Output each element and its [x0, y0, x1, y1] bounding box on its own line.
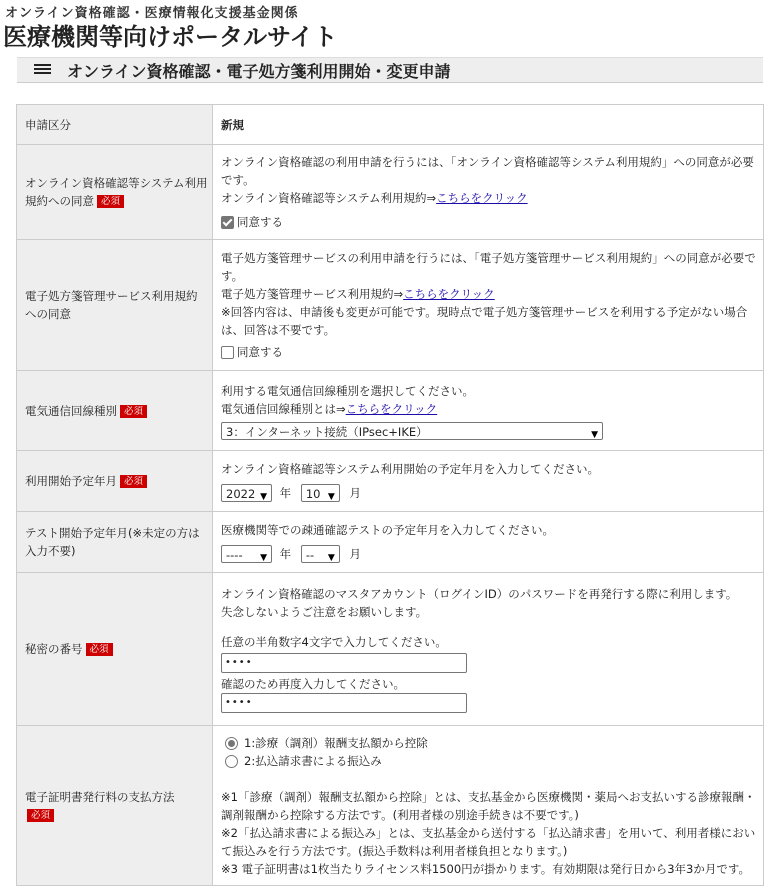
ep-terms-description: 電子処方箋管理サービスの利用申請を行うには、「電子処方箋管理サービス利用規約」への同意が必要です。 [221, 251, 756, 283]
line-type-select[interactable] [221, 422, 603, 440]
label-secret-number [17, 573, 213, 726]
start-month-value: 10 [305, 487, 321, 502]
payment-option-1-label[interactable]: 1:診療（調剤）報酬支払額から控除 [244, 736, 428, 750]
year-unit: 年 [279, 485, 292, 500]
start-year-value: 2022 [226, 487, 256, 502]
label-test-date [17, 512, 213, 573]
oqs-agree-label[interactable]: 同意する [237, 215, 283, 229]
required-badge: 必須 [120, 405, 147, 418]
start-date-inputs [221, 484, 757, 503]
portal-title: 医療機関等向けポータルサイト [3, 23, 338, 51]
value-cell [213, 240, 764, 371]
application-form [16, 104, 764, 886]
row-secret-number [17, 573, 764, 726]
label-text: 電気通信回線種別 [25, 403, 117, 418]
chevron-down-icon: ▼ [260, 553, 267, 564]
chevron-down-icon: ▼ [591, 429, 598, 440]
chevron-down-icon: ▼ [260, 492, 267, 503]
page-title: オンライン資格確認・電子処方箋利用開始・変更申請 [67, 62, 451, 81]
test-year-select[interactable] [221, 545, 272, 563]
label-text: 利用開始予定年月 [25, 474, 117, 488]
test-date-description: 医療機関等での疎通確認テストの予定年月を入力してください。 [221, 522, 555, 537]
org-name: オンライン資格確認・医療情報化支援基金関係 [5, 6, 299, 21]
payment-option-2-label[interactable]: 2:払込請求書による振込み [244, 754, 382, 768]
value-cell [213, 105, 764, 145]
oqs-terms-description: オンライン資格確認の利用申請を行うには、「オンライン資格確認等システム利用規約」への同意が必要です。 [221, 155, 754, 187]
payment-note-2: ※2「払込請求書による振込み」とは、支払基金から送付する「払込請求書」を用いて、利用者様において振込みを行う方法です。(振込手数料は利用者様負担となります。) [221, 826, 756, 858]
line-type-link-line [221, 400, 757, 418]
label-text: 電子証明書発行料の支払方法 [25, 789, 175, 804]
start-month-select[interactable] [301, 484, 340, 502]
row-oqs-terms [17, 145, 764, 240]
payment-option-2-radio[interactable] [225, 755, 238, 768]
label-text: 電子処方箋管理サービス利用規約への同意 [25, 289, 198, 321]
value-cell [213, 512, 764, 573]
required-badge: 必須 [27, 809, 54, 822]
oqs-terms-link-line [221, 189, 757, 207]
value-cell [213, 451, 764, 512]
value-cell [213, 371, 764, 451]
chevron-down-icon: ▼ [327, 492, 335, 503]
start-date-description: オンライン資格確認等システム利用開始の予定年月を入力してください。 [221, 461, 600, 476]
label-text: 申請区分 [25, 117, 71, 132]
payment-option-1-radio[interactable] [225, 737, 238, 750]
secret-description: オンライン資格確認のマスタアカウント（ログインID）のパスワードを再発行する際に利用します。 [221, 587, 738, 601]
label-payment-method [17, 726, 213, 886]
row-ep-terms [17, 240, 764, 371]
link-prefix: オンライン資格確認等システム利用規約⇒ [221, 191, 437, 205]
ep-agree-label[interactable]: 同意する [237, 345, 283, 359]
label-ep-terms [17, 240, 213, 371]
row-test-date [17, 512, 764, 573]
ep-agree-checkbox[interactable] [221, 346, 234, 359]
chevron-down-icon: ▼ [327, 553, 335, 564]
row-start-date [17, 451, 764, 512]
payment-note-1: ※1「診療（調剤）報酬支払額から控除」とは、支払基金から医療機関・薬局へお支払いする診療報酬・調剤報酬から控除する方法です。(利用者様の別途手続きは不要です。) [221, 790, 756, 822]
oqs-agree[interactable] [221, 213, 757, 231]
ep-terms-link[interactable]: こちらをクリック [403, 287, 495, 301]
label-text: オンライン資格確認等システム利用規約への同意 [25, 176, 208, 208]
month-unit: 月 [349, 546, 361, 561]
ep-terms-note: ※回答内容は、申請後も変更が可能です。現時点で電子処方箋管理サービスを利用する予定がない場合は、回答は不要です。 [221, 305, 748, 337]
line-type-link[interactable]: こちらをクリック [345, 401, 438, 416]
secret-instruction: 任意の半角数字4文字で入力してください。 [221, 635, 447, 649]
row-application-type [17, 105, 764, 145]
label-oqs-terms [17, 145, 213, 240]
row-payment-method [17, 726, 764, 886]
line-type-selected: 3：インターネット接続（IPsec+IKE） [226, 424, 428, 439]
link-prefix: 電気通信回線種別とは⇒ [221, 401, 346, 416]
value-cell [213, 145, 764, 240]
value-cell [213, 726, 764, 886]
required-badge: 必須 [86, 643, 113, 656]
link-prefix: 電子処方箋管理サービス利用規約⇒ [221, 287, 404, 301]
test-date-inputs [221, 545, 757, 564]
label-text: テスト開始予定年月(※未定の方は入力不要) [25, 526, 200, 558]
label-start-date [17, 451, 213, 512]
secret-confirm-input[interactable]: •••• [221, 693, 467, 713]
oqs-terms-link[interactable]: こちらをクリック [436, 191, 528, 205]
ep-terms-link-line [221, 285, 757, 303]
required-badge: 必須 [120, 475, 147, 488]
oqs-agree-checkbox[interactable] [221, 216, 234, 229]
secret-confirm-label: 確認のため再度入力してください。 [221, 677, 405, 691]
payment-note-3: ※3 電子証明書は1枚当たりライセンス料1500円が掛かります。有効期限は発行日から3年3か月です。 [221, 862, 750, 876]
application-type-value: 新規 [221, 117, 244, 132]
label-line-type [17, 371, 213, 451]
secret-input[interactable]: •••• [221, 653, 467, 673]
label-application-type [17, 105, 213, 145]
value-cell [213, 573, 764, 726]
row-line-type [17, 371, 764, 451]
label-text: 秘密の番号 [25, 642, 83, 656]
year-unit: 年 [279, 546, 292, 561]
test-month-value: -- [305, 548, 315, 563]
test-year-value: ---- [226, 548, 243, 563]
start-year-select[interactable] [221, 484, 272, 502]
line-type-description: 利用する電気通信回線種別を選択してください。 [221, 383, 474, 398]
payment-option-2[interactable] [221, 752, 757, 770]
month-unit: 月 [349, 485, 361, 500]
page-title-bar [17, 57, 763, 83]
required-badge: 必須 [97, 195, 124, 208]
test-month-select[interactable] [301, 545, 340, 563]
payment-option-1[interactable] [221, 734, 757, 752]
secret-caution: 失念しないようご注意をお願いします。 [221, 605, 428, 619]
site-header [0, 0, 764, 50]
ep-agree[interactable] [221, 343, 757, 361]
menu-icon [34, 64, 51, 76]
